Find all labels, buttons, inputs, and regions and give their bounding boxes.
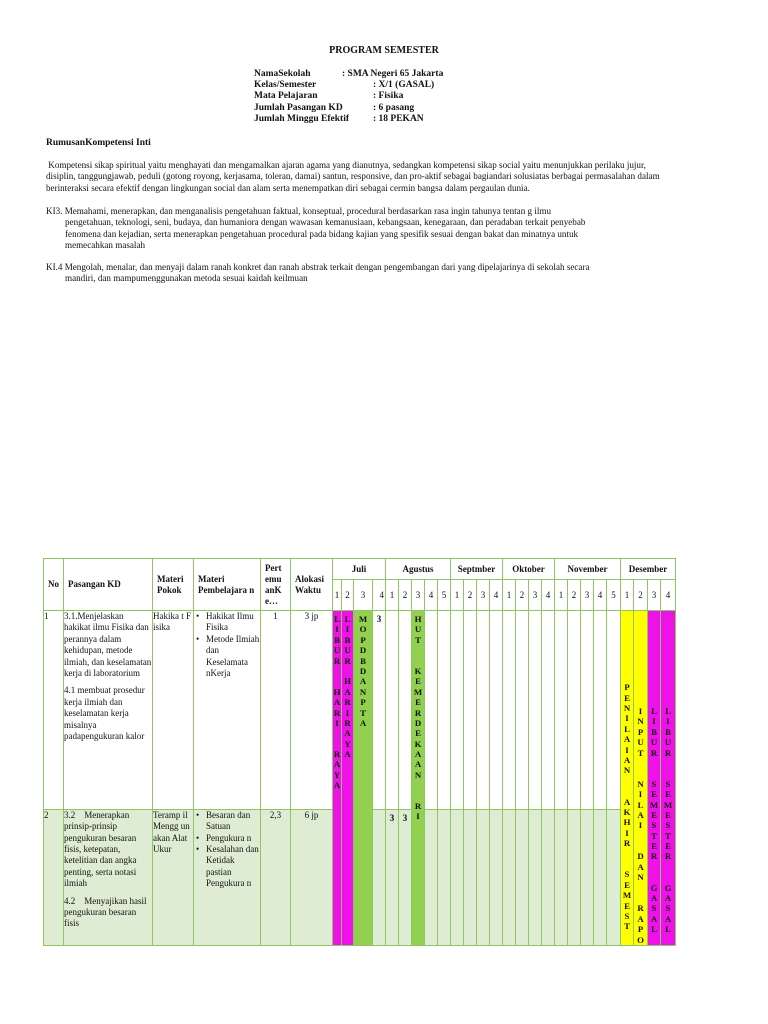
event-penilaian-akhir-semester: [621, 611, 634, 946]
month-november: November: [555, 559, 621, 580]
event-libur-hari-raya: [333, 611, 342, 946]
meta-label: Mata Pelajaran: [254, 91, 318, 102]
week-cell: [607, 809, 621, 945]
week-cell: [464, 809, 477, 945]
ki4-paragraph: [46, 262, 726, 285]
week-cell: [490, 611, 503, 810]
paragraph-line: KI.4 Mengolah, menalar, dan menyaji dalam ranah konkret dan ranah abstrak terkait dengan pengembangan dari yang dipelajarinya di sekolah secara: [46, 262, 590, 272]
event-text: I N P U T N I L A I D A N R A P O: [637, 706, 644, 945]
week-header: 4: [490, 580, 503, 611]
month-agustus: Agustus: [386, 559, 451, 580]
week-cell: [529, 611, 542, 810]
meta-value: : Fisika: [373, 91, 404, 102]
event-text: L I B U R H A R I R A Y A: [344, 614, 351, 760]
week-header: 2: [516, 580, 529, 611]
row-materi-pokok: Hakika t Fisika: [153, 611, 194, 810]
page-title: PROGRAM SEMESTER: [329, 45, 439, 56]
header-pertemuan: Pert emu anK e…: [261, 559, 291, 611]
week-cell: [477, 809, 490, 945]
week-cell: [542, 611, 555, 810]
row-materi-pembelajaran: [194, 611, 261, 810]
section-heading: RumusanKompetensi Inti: [46, 138, 151, 148]
meta-label: Jumlah Minggu Efektif: [254, 113, 350, 124]
materi-item: • Metode Ilmiah dan Keselamata nKerja: [206, 634, 260, 680]
week-cell: [438, 611, 451, 810]
week-cell: [516, 809, 529, 945]
week-header: 4: [594, 580, 607, 611]
meta-value: : 18 PEKAN: [373, 113, 424, 124]
row-kd: [64, 611, 153, 810]
month-desember: Desember: [621, 559, 676, 580]
week-cell: [516, 611, 529, 810]
week-header: 4: [542, 580, 555, 611]
event-text: P E N I L A I A N A K H I R S E M E S T: [622, 682, 632, 932]
week-header: 1: [386, 580, 399, 611]
week-cell: [464, 611, 477, 810]
event-text: M O P D B D A N P T A: [358, 614, 368, 728]
row-no: 1: [44, 611, 64, 810]
week-header: 1: [503, 580, 516, 611]
header-materi-pokok: Materi Pokok: [153, 559, 194, 611]
week-header: 4: [661, 580, 676, 611]
kd-item: 4.1 membuat prosedur kerja ilmiah dan keselamatan kerja misalnya padapengukuran kalor: [64, 685, 145, 742]
week-mark: 3: [376, 614, 382, 624]
meta-label: Kelas/Semester: [254, 80, 317, 91]
header-materi-pembelajaran: Materi Pembelajara n: [194, 559, 261, 611]
meta-label: Jumlah Pasangan KD: [254, 102, 343, 113]
row-no: 2: [44, 809, 64, 945]
week-mark: 3: [402, 812, 408, 823]
table-row: [44, 611, 676, 810]
week-cell: [477, 611, 490, 810]
week-header: 2: [464, 580, 477, 611]
week-cell: [373, 809, 386, 945]
week-header: 2: [568, 580, 581, 611]
event-input-nilai-rapor: [634, 611, 648, 946]
row-pertemuan: 2,3: [261, 809, 291, 945]
week-cell: [451, 611, 464, 810]
header-kd: Pasangan KD: [64, 559, 153, 611]
materi-item: • Kesalahan dan Ketidak pastian Pengukura n: [206, 844, 260, 890]
week-header: 5: [607, 580, 621, 611]
week-cell: [607, 611, 621, 810]
row-kd: [64, 809, 153, 945]
week-cell: [399, 611, 412, 810]
week-cell: [503, 611, 516, 810]
week-cell: [490, 809, 503, 945]
week-cell: [386, 809, 399, 945]
week-header: 3: [412, 580, 425, 611]
row-alokasi: 6 jp: [291, 809, 333, 945]
week-cell: [568, 809, 581, 945]
paragraph-line: pengetahuan, teknologi, seni, budaya, dan humaniora dengan wawasan kemanusiaan, kebangsaan, kenegaraan, dan peradaban terkait penyebab: [65, 217, 586, 228]
week-header: 5: [438, 580, 451, 611]
event-mopdb: [354, 611, 373, 946]
week-cell: [399, 809, 412, 945]
week-cell: [451, 809, 464, 945]
kd-item: 3.2 Menerapkan prinsip-prinsip pengukuran besaran fisis, ketepatan, ketelitian dan angka penting, serta notasi ilmiah: [64, 809, 139, 889]
meta-label: NamaSekolah: [254, 69, 311, 79]
month-september: Septmber: [451, 559, 503, 580]
event-text: H U T K E M E R D E K A A N R I: [413, 614, 423, 822]
header-alokasi: Alokasi Waktu: [291, 559, 333, 611]
week-header: 1: [621, 580, 634, 611]
materi-item: • Hakikat Ilmu Fisika: [206, 611, 260, 634]
week-cell: [581, 809, 594, 945]
week-header: 1: [451, 580, 464, 611]
row-alokasi: 3 jp: [291, 611, 333, 810]
week-header: 3: [354, 580, 373, 611]
month-juli: Juli: [333, 559, 386, 580]
week-header: 2: [342, 580, 354, 611]
paragraph-line: fenomena dan kejadian, serta menerapkan pengetahuan procedural pada bidang kajian yang spesifik sesuai dengan bakat dan minatnya untuk: [65, 228, 579, 239]
event-text: L I B U R S E M E S T E R G A S A L: [663, 706, 673, 935]
kd-item: 3.1.Menjelaskan hakikat ilmu Fisika dan perannya dalam kehidupan, metode ilmiah, dan keselamatan kerja di laboratorium: [64, 611, 152, 679]
week-header: 4: [373, 580, 386, 611]
event-text: L I B U R H A R I R A Y A: [333, 614, 341, 791]
week-mark: 3: [389, 812, 395, 823]
event-hut-ri: [412, 611, 425, 946]
week-header: 3: [581, 580, 594, 611]
week-cell: [438, 809, 451, 945]
week-header: 1: [333, 580, 342, 611]
paragraph-line: memecahkan masalah: [65, 239, 146, 250]
event-libur-hari-raya: [342, 611, 354, 946]
materi-item: • Besaran dan Satuan: [206, 810, 260, 833]
week-cell: [386, 611, 399, 810]
week-header: 2: [399, 580, 412, 611]
kd-item: 4.2 Menyajikan hasil pengukuran besaran fisis: [64, 895, 149, 929]
event-libur-semester-gasal: [648, 611, 661, 946]
month-oktober: Oktober: [503, 559, 555, 580]
week-cell: [594, 809, 607, 945]
meta-value: : 6 pasang: [373, 102, 415, 113]
week-cell: [555, 611, 568, 810]
paragraph-line: KI3. Memahami, menerapkan, dan menganalisis pengetahuan faktual, konseptual, procedural berdasarkan rasa ingin tahunya tentan g ilmu: [46, 206, 552, 216]
row-materi-pembelajaran: [194, 809, 261, 945]
semester-program-table: [43, 558, 676, 946]
paragraph-line: Kompetensi sikap spiritual yaitu menghayati dan mengamalkan ajaran agama yang dianutnya, sedangkan kompetensi sikap social yaitu menunjukkan perilaku jujur,: [46, 160, 646, 170]
week-header: 1: [555, 580, 568, 611]
week-cell: [529, 809, 542, 945]
meta-value: : X/1 (GASAL): [373, 80, 435, 91]
event-text: L I B U R S E M E S T E R G A S A L: [649, 706, 659, 935]
week-cell: [594, 611, 607, 810]
row-pertemuan: 1: [261, 611, 291, 810]
week-cell: [568, 611, 581, 810]
paragraph-line: berinteraksi secara efektif dengan lingkungan social dan alam serta menempatkan diri sebagai cermin bangsa dalam pergaulan dunia.: [46, 182, 530, 193]
week-cell: [503, 809, 516, 945]
paragraph-line: disiplin, tanggungjawab, peduli (gotong royong, kerjasama, toleran, damai) santun, responsive, dan pro-aktif sebagai bagiandari solusiatas berbagai permasalahan dalam: [46, 171, 660, 182]
event-libur-semester-gasal: [661, 611, 676, 946]
materi-item: • Pengukura n: [206, 833, 260, 844]
week-cell: [425, 809, 438, 945]
week-header: 3: [529, 580, 542, 611]
week-cell: [555, 809, 568, 945]
week-header: 3: [648, 580, 661, 611]
week-cell: [425, 611, 438, 810]
week-cell: [542, 809, 555, 945]
header-no: No: [44, 559, 64, 611]
week-header: 4: [425, 580, 438, 611]
ki3-paragraph: [46, 206, 726, 251]
week-header: 2: [634, 580, 648, 611]
paragraph-line: mandiri, dan mampumenggunakan metoda sesuai kaidah keilmuan: [65, 273, 308, 284]
row-materi-pokok: Teramp il Mengg unakan Alat Ukur: [153, 809, 194, 945]
week-cell: [373, 611, 386, 810]
week-cell: [581, 611, 594, 810]
week-header: 3: [477, 580, 490, 611]
meta-value: : SMA Negeri 65 Jakarta: [342, 69, 444, 79]
ki-social-paragraph: [46, 160, 726, 194]
